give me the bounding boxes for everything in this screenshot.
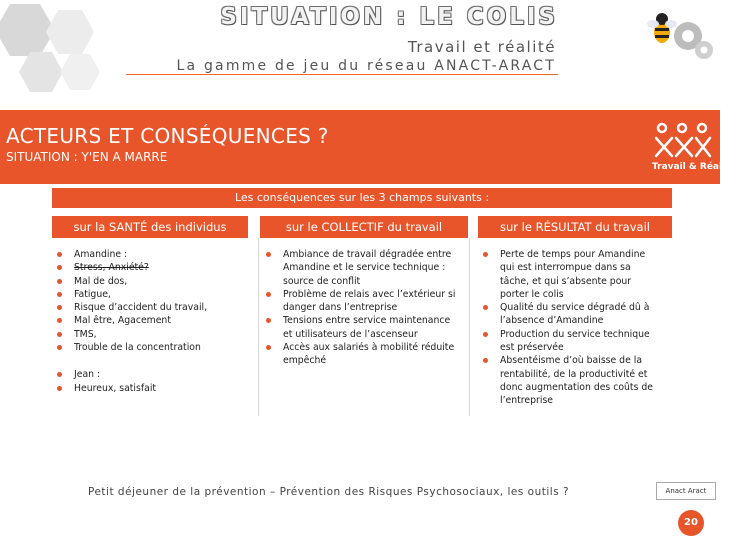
bullet-icon bbox=[57, 318, 62, 323]
page-title: SITUATION : LE COLIS bbox=[220, 4, 558, 30]
column-heading-sante: sur la SANTÉ des individus bbox=[52, 216, 248, 238]
bullet-icon bbox=[266, 318, 271, 323]
column-sante bbox=[52, 238, 248, 416]
list-item: Heureux, satisfait bbox=[56, 382, 248, 395]
subtitle-line-1: Travail et réalité bbox=[407, 38, 556, 56]
list-item: Trouble de la concentration bbox=[56, 341, 248, 354]
list-item: Absentéisme d’où baisse de la rentabilité, de la productivité et donc augmentation des coûts de l’entreprise bbox=[482, 354, 654, 407]
bullet-icon bbox=[57, 372, 62, 377]
column-collectif bbox=[258, 238, 470, 416]
anact-aract-logo: Anact Aract bbox=[656, 482, 716, 500]
list-item: Mal de dos, bbox=[56, 275, 248, 288]
travail-realites-logo-text: Travail & Réalités bbox=[652, 162, 741, 172]
list-item: Amandine : bbox=[56, 248, 248, 261]
subtitle-line-2: La gamme de jeu du réseau ANACT-ARACT bbox=[176, 58, 556, 74]
list-item: TMS, bbox=[56, 328, 248, 341]
bullet-icon bbox=[57, 265, 62, 270]
bullet-icon bbox=[266, 345, 271, 350]
bullet-icon bbox=[483, 358, 488, 363]
column-heading-collectif: sur le COLLECTIF du travail bbox=[260, 216, 468, 238]
consequences-header: Les conséquences sur les 3 champs suivants : bbox=[52, 188, 672, 208]
hexagon-decoration bbox=[0, 0, 120, 80]
list-item: Tensions entre service maintenance et utilisateurs de l’ascenseur bbox=[265, 314, 461, 341]
list-item: Production du service technique est préservée bbox=[482, 328, 654, 355]
list-item: Accès aux salariés à mobilité réduite empêché bbox=[265, 341, 461, 368]
bullet-icon bbox=[57, 345, 62, 350]
bullet-icon bbox=[483, 332, 488, 337]
bullet-icon bbox=[266, 292, 271, 297]
bullet-icon bbox=[57, 279, 62, 284]
bullet-icon bbox=[57, 332, 62, 337]
banner-subtitle: SITUATION : Y'EN A MARRE bbox=[6, 150, 168, 164]
list-item: Problème de relais avec l’extérieur si danger dans l’entreprise bbox=[265, 288, 461, 315]
list-item: Mal être, Agacement bbox=[56, 314, 248, 327]
list-item: Qualité du service dégradé dû à l’absence d’Amandine bbox=[482, 301, 654, 328]
bullet-icon bbox=[57, 386, 62, 391]
banner-title: ACTEURS ET CONSÉQUENCES ? bbox=[6, 124, 329, 148]
list-item: Ambiance de travail dégradée entre Amandine et le service technique : source de conflit bbox=[265, 248, 461, 288]
bullet-icon bbox=[57, 292, 62, 297]
bullet-icon bbox=[57, 252, 62, 257]
list-item: Fatigue, bbox=[56, 288, 248, 301]
list-item: Jean : bbox=[56, 368, 248, 381]
list-item: Perte de temps pour Amandine qui est interrompue dans sa tâche, et qui s’absente pour porter le colis bbox=[482, 248, 654, 301]
bullet-icon bbox=[483, 305, 488, 310]
list-item: Risque d’accident du travail, bbox=[56, 301, 248, 314]
bullet-icon bbox=[57, 305, 62, 310]
bullet-icon bbox=[266, 252, 271, 257]
bullet-icon bbox=[483, 252, 488, 257]
list-item: Stress, Anxiété? bbox=[56, 261, 248, 274]
footer-text: Petit déjeuner de la prévention – Prévention des Risques Psychosociaux, les outils ? bbox=[88, 486, 570, 498]
bee-gears-logo bbox=[640, 6, 716, 66]
page-number-badge: 20 bbox=[678, 510, 704, 536]
header-underline bbox=[126, 74, 558, 75]
section-banner bbox=[0, 110, 741, 184]
column-resultat bbox=[478, 238, 672, 416]
column-heading-resultat: sur le RÉSULTAT du travail bbox=[478, 216, 672, 238]
